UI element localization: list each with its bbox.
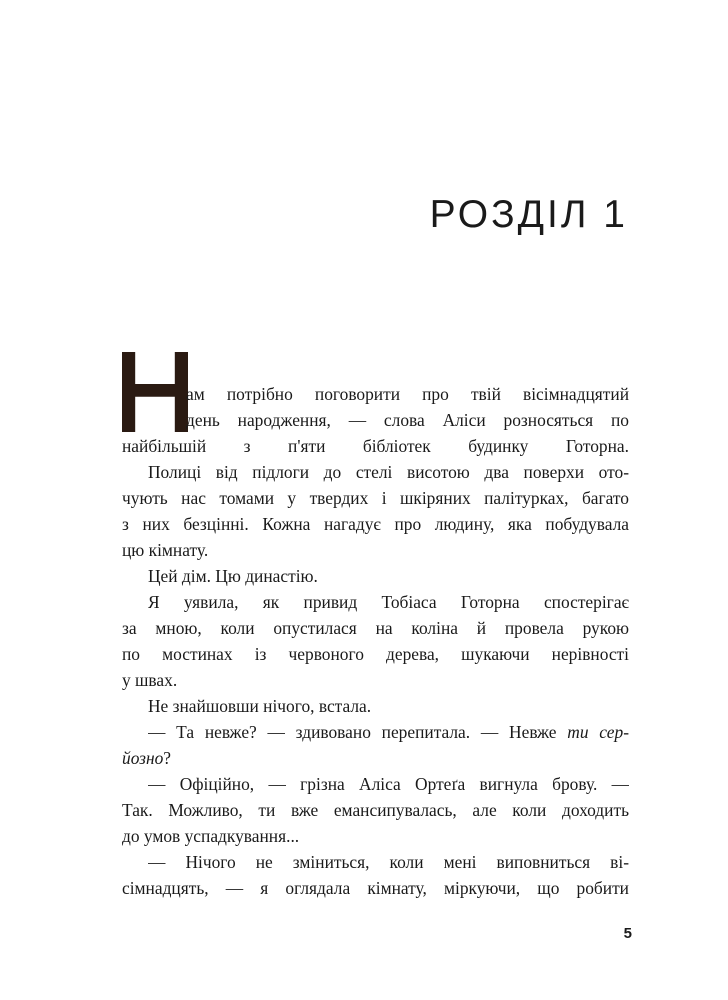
text-span: ?	[163, 748, 172, 768]
text-line	[122, 745, 629, 771]
drop-cap-letter	[122, 352, 188, 432]
text-line: чують нас томами у твердих і шкіряних палітурках, багато	[122, 488, 629, 508]
text-line: найбільшій з п'яти бібліотек будинку Готорна.	[122, 436, 629, 456]
text-line: Цей дім. Цю династію.	[148, 566, 318, 586]
text-line	[148, 719, 629, 745]
text-line: по мостинах із червоного дерева, шукаючи нерівності	[122, 644, 629, 664]
text-line: Так. Можливо, ти вже емансипувалась, але коли доходить	[122, 800, 629, 820]
text-line: — Нічого не зміниться, коли мені виповниться ві-	[148, 852, 629, 872]
text-line: Я уявила, як привид Тобіаса Готорна спостерігає	[148, 592, 629, 612]
text-line: — Офіційно, — грізна Аліса Ортеґа вигнула брову. —	[148, 774, 629, 794]
italic-span: йозно	[122, 748, 164, 768]
text-line: з них безцінні. Кожна нагадує про людину, яка побудувала	[122, 514, 629, 534]
text-line: Не знайшовши нічого, встала.	[148, 696, 372, 716]
text-line: за мною, коли опустилася на коліна й провела рукою	[122, 618, 629, 638]
text-span: — Та невже? — здивовано перепитала. — Невже	[148, 722, 568, 742]
page-number: 5	[623, 925, 632, 942]
text-line: до умов успадкування...	[122, 826, 300, 846]
italic-span: ти сер-	[567, 722, 629, 742]
text-line: цю кімнату.	[122, 540, 209, 560]
text-line: ам потрібно поговорити про твій вісімнадцятий	[186, 384, 629, 404]
text-line: Полиці від підлоги до стелі висотою два поверхи ото-	[148, 462, 629, 482]
text-line: у швах.	[122, 670, 178, 690]
text-line: сімнадцять, — я оглядала кімнату, міркуючи, що робити	[122, 878, 629, 898]
text-line: день народження, — слова Аліси розносяться по	[186, 410, 629, 430]
chapter-title: РОЗДІЛ 1	[429, 193, 628, 236]
